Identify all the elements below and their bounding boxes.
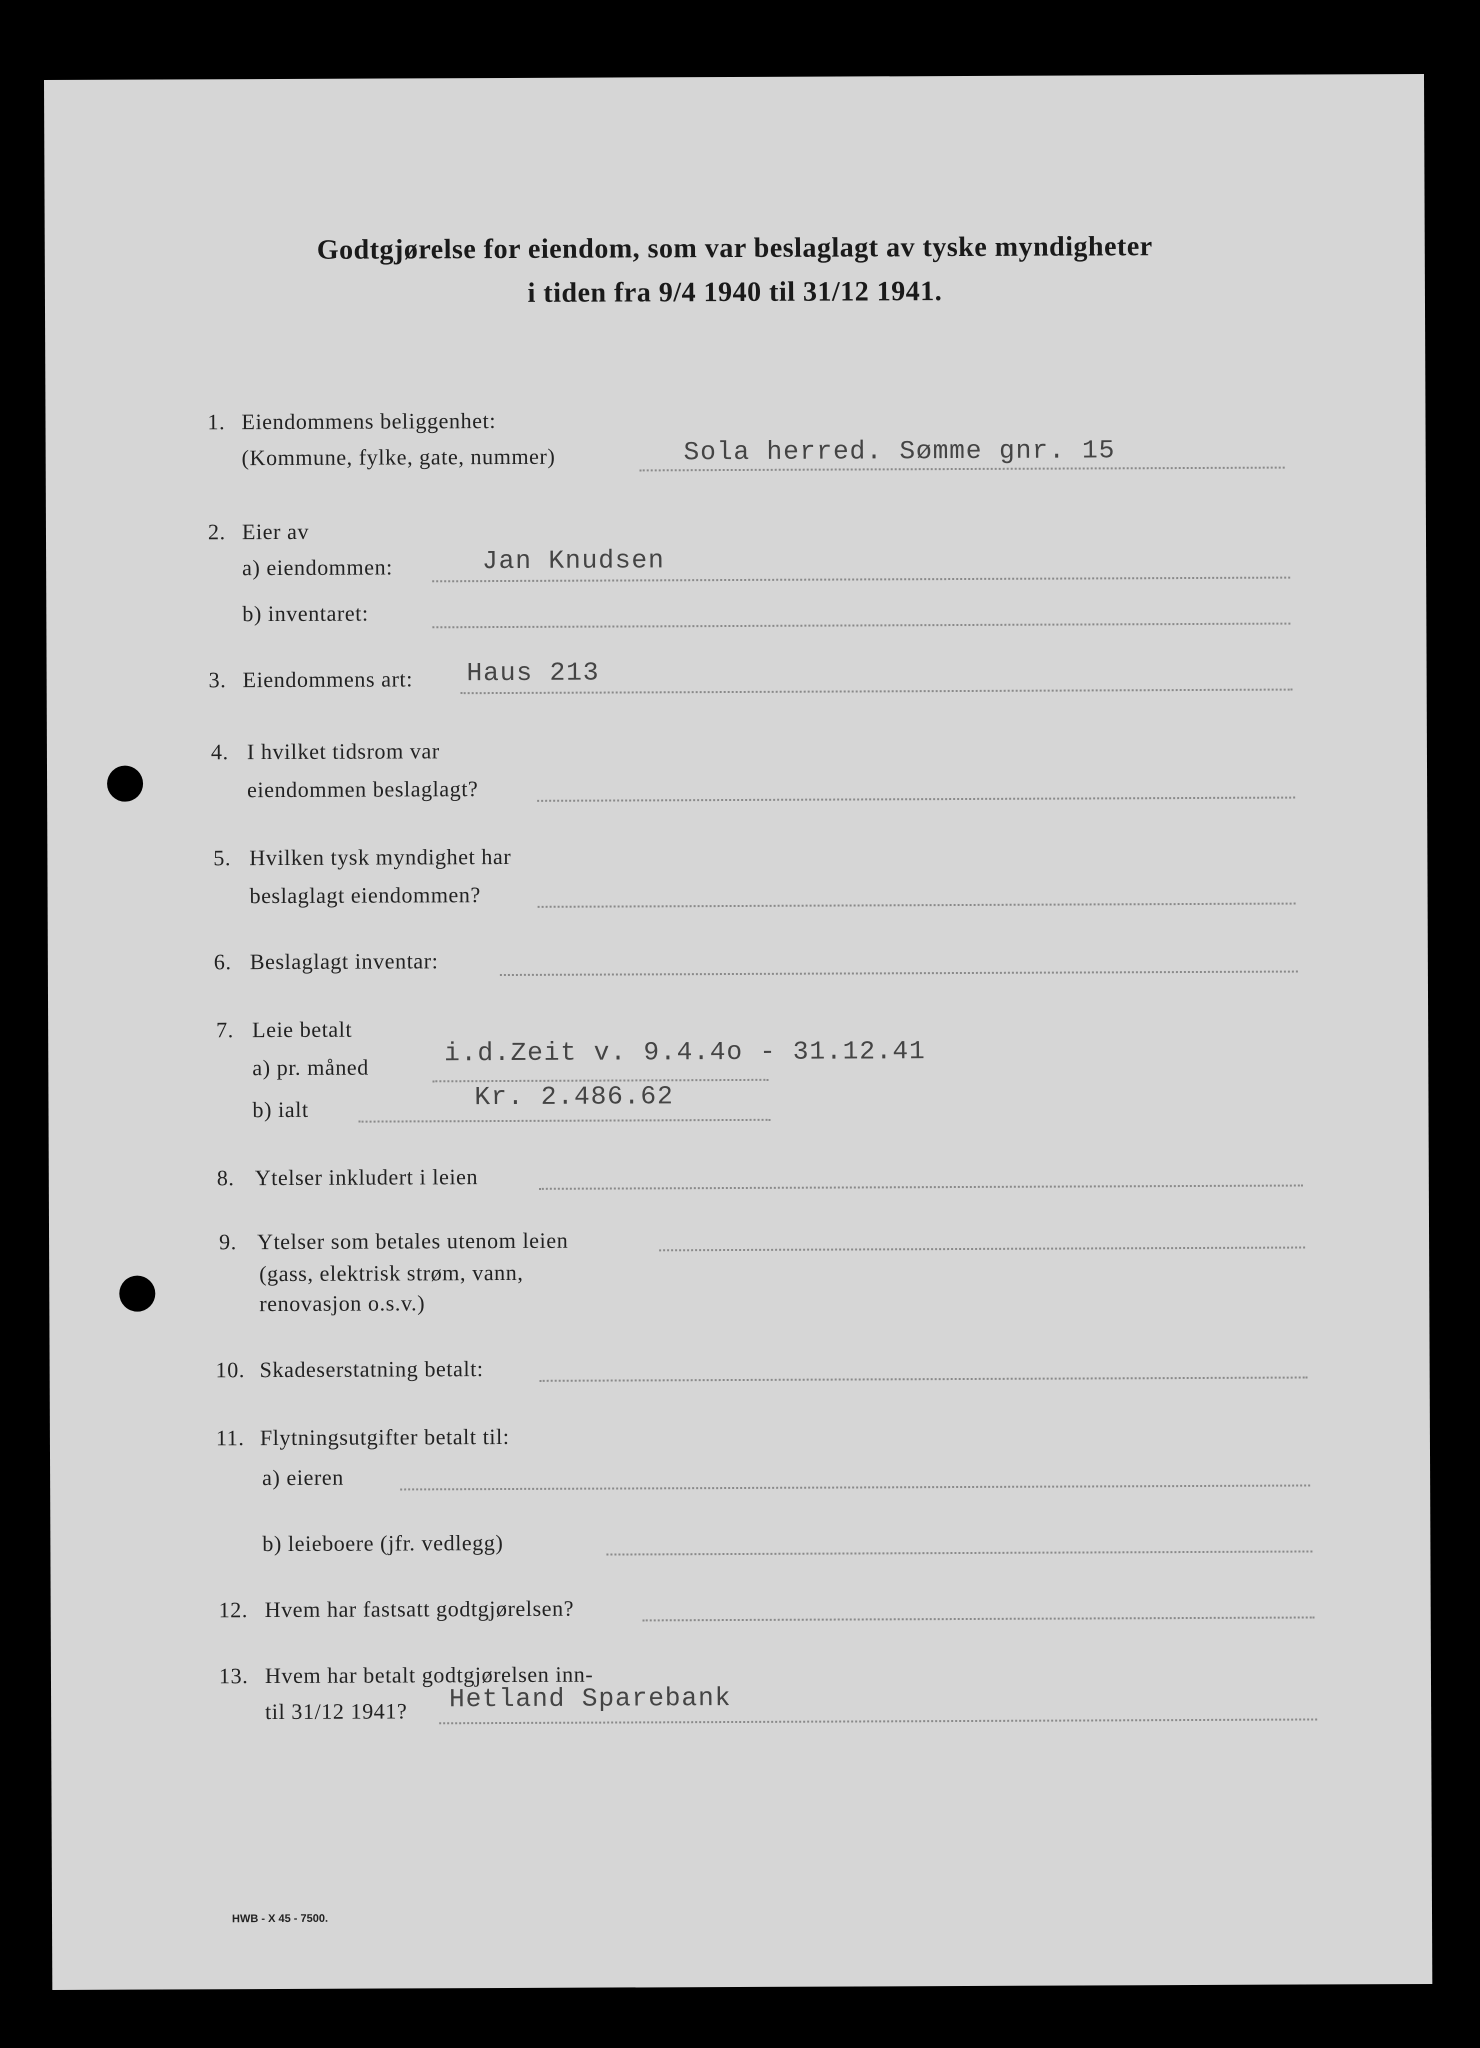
q12-answer-line xyxy=(643,1616,1315,1621)
q7b-answer-line xyxy=(359,1119,771,1123)
q8-label: Ytelser inkludert i leien xyxy=(254,1164,479,1191)
q2-label: Eier av xyxy=(241,518,310,545)
q3-answer: Haus 213 xyxy=(466,657,600,689)
q2a-answer-line xyxy=(432,577,1290,583)
q2a-answer: Jan Knudsen xyxy=(482,545,665,577)
punch-hole xyxy=(107,766,143,802)
q1-answer-line xyxy=(640,467,1285,472)
form-title xyxy=(45,224,1425,318)
q6-answer-line xyxy=(500,971,1298,976)
q10-label: Skadeserstatning betalt: xyxy=(259,1356,484,1383)
q7-number: 7. xyxy=(216,1017,234,1043)
q2b-label: b) inventaret: xyxy=(242,600,369,627)
q2-number: 2. xyxy=(207,519,226,545)
q1-sublabel: (Kommune, fylke, gate, nummer) xyxy=(241,443,556,471)
q13-answer: Hetland Sparebank xyxy=(449,1683,732,1715)
q2b-answer-line xyxy=(432,623,1290,629)
q11-label: Flytningsutgifter betalt til: xyxy=(259,1423,510,1451)
q13-label: Hvem har betalt godtgjørelsen inn- xyxy=(264,1661,594,1689)
q9-label: Ytelser som betales utenom leien xyxy=(257,1227,569,1255)
q12-number: 12. xyxy=(218,1597,249,1623)
q13-answer-line xyxy=(439,1718,1317,1724)
punch-hole xyxy=(119,1276,155,1312)
q5-answer-line xyxy=(538,903,1296,908)
q11a-answer-line xyxy=(400,1484,1310,1490)
q1-answer: Sola herred. Sømme gnr. 15 xyxy=(683,435,1116,468)
q2a-label: a) eiendommen: xyxy=(242,554,393,581)
q6-number: 6. xyxy=(213,949,232,975)
q8-answer-line xyxy=(539,1185,1303,1190)
q10-answer-line xyxy=(540,1376,1308,1381)
q11a-label: a) eieren xyxy=(262,1464,344,1491)
q4-label: I hvilket tidsrom var xyxy=(246,738,440,765)
q3-label: Eiendommens art: xyxy=(242,666,413,693)
q6-label: Beslaglagt inventar: xyxy=(249,948,439,975)
q5-number: 5. xyxy=(213,845,232,871)
q7a-answer: i.d.Zeit v. 9.4.4o - 31.12.41 xyxy=(444,1036,926,1069)
q13-sublabel: til 31/12 1941? xyxy=(265,1698,408,1725)
q5-label: Hvilken tysk myndighet har xyxy=(249,843,512,871)
q12-label: Hvem har fastsatt godtgjørelsen? xyxy=(264,1595,575,1623)
q4-answer-line xyxy=(537,797,1295,802)
form-page xyxy=(44,74,1432,1990)
form-title-line-2: i tiden fra 9/4 1940 til 31/12 1941. xyxy=(527,276,943,309)
q10-number: 10. xyxy=(215,1357,245,1383)
q3-number: 3. xyxy=(208,667,227,693)
q7b-answer: Kr. 2.486.62 xyxy=(474,1081,674,1113)
q9-sublabel-2: renovasjon o.s.v.) xyxy=(259,1290,426,1317)
q7b-label: b) ialt xyxy=(252,1096,309,1123)
q5-sublabel: beslaglagt eiendommen? xyxy=(249,882,481,909)
q1-label: Eiendommens beliggenhet: xyxy=(241,408,497,435)
q7a-label: a) pr. måned xyxy=(252,1054,369,1081)
q9-sublabel-1: (gass, elektrisk strøm, vann, xyxy=(259,1259,524,1287)
q11b-answer-line xyxy=(606,1550,1312,1555)
q9-answer-line xyxy=(659,1247,1305,1252)
q8-number: 8. xyxy=(216,1165,235,1191)
q11-number: 11. xyxy=(215,1425,245,1451)
form-title-line-1: Godtgjørelse for eiendom, som var beslaglagt av tyske myndigheter xyxy=(316,231,1153,266)
q7-label: Leie betalt xyxy=(252,1016,353,1043)
q13-number: 13. xyxy=(218,1663,249,1689)
print-code: HWB - X 45 - 7500. xyxy=(232,1912,329,1926)
q1-number: 1. xyxy=(207,409,226,435)
q9-number: 9. xyxy=(219,1229,237,1255)
q4-number: 4. xyxy=(210,739,229,765)
q3-answer-line xyxy=(461,689,1293,695)
q11b-label: b) leieboere (jfr. vedlegg) xyxy=(262,1530,504,1557)
q4-sublabel: eiendommen beslaglagt? xyxy=(247,776,479,803)
